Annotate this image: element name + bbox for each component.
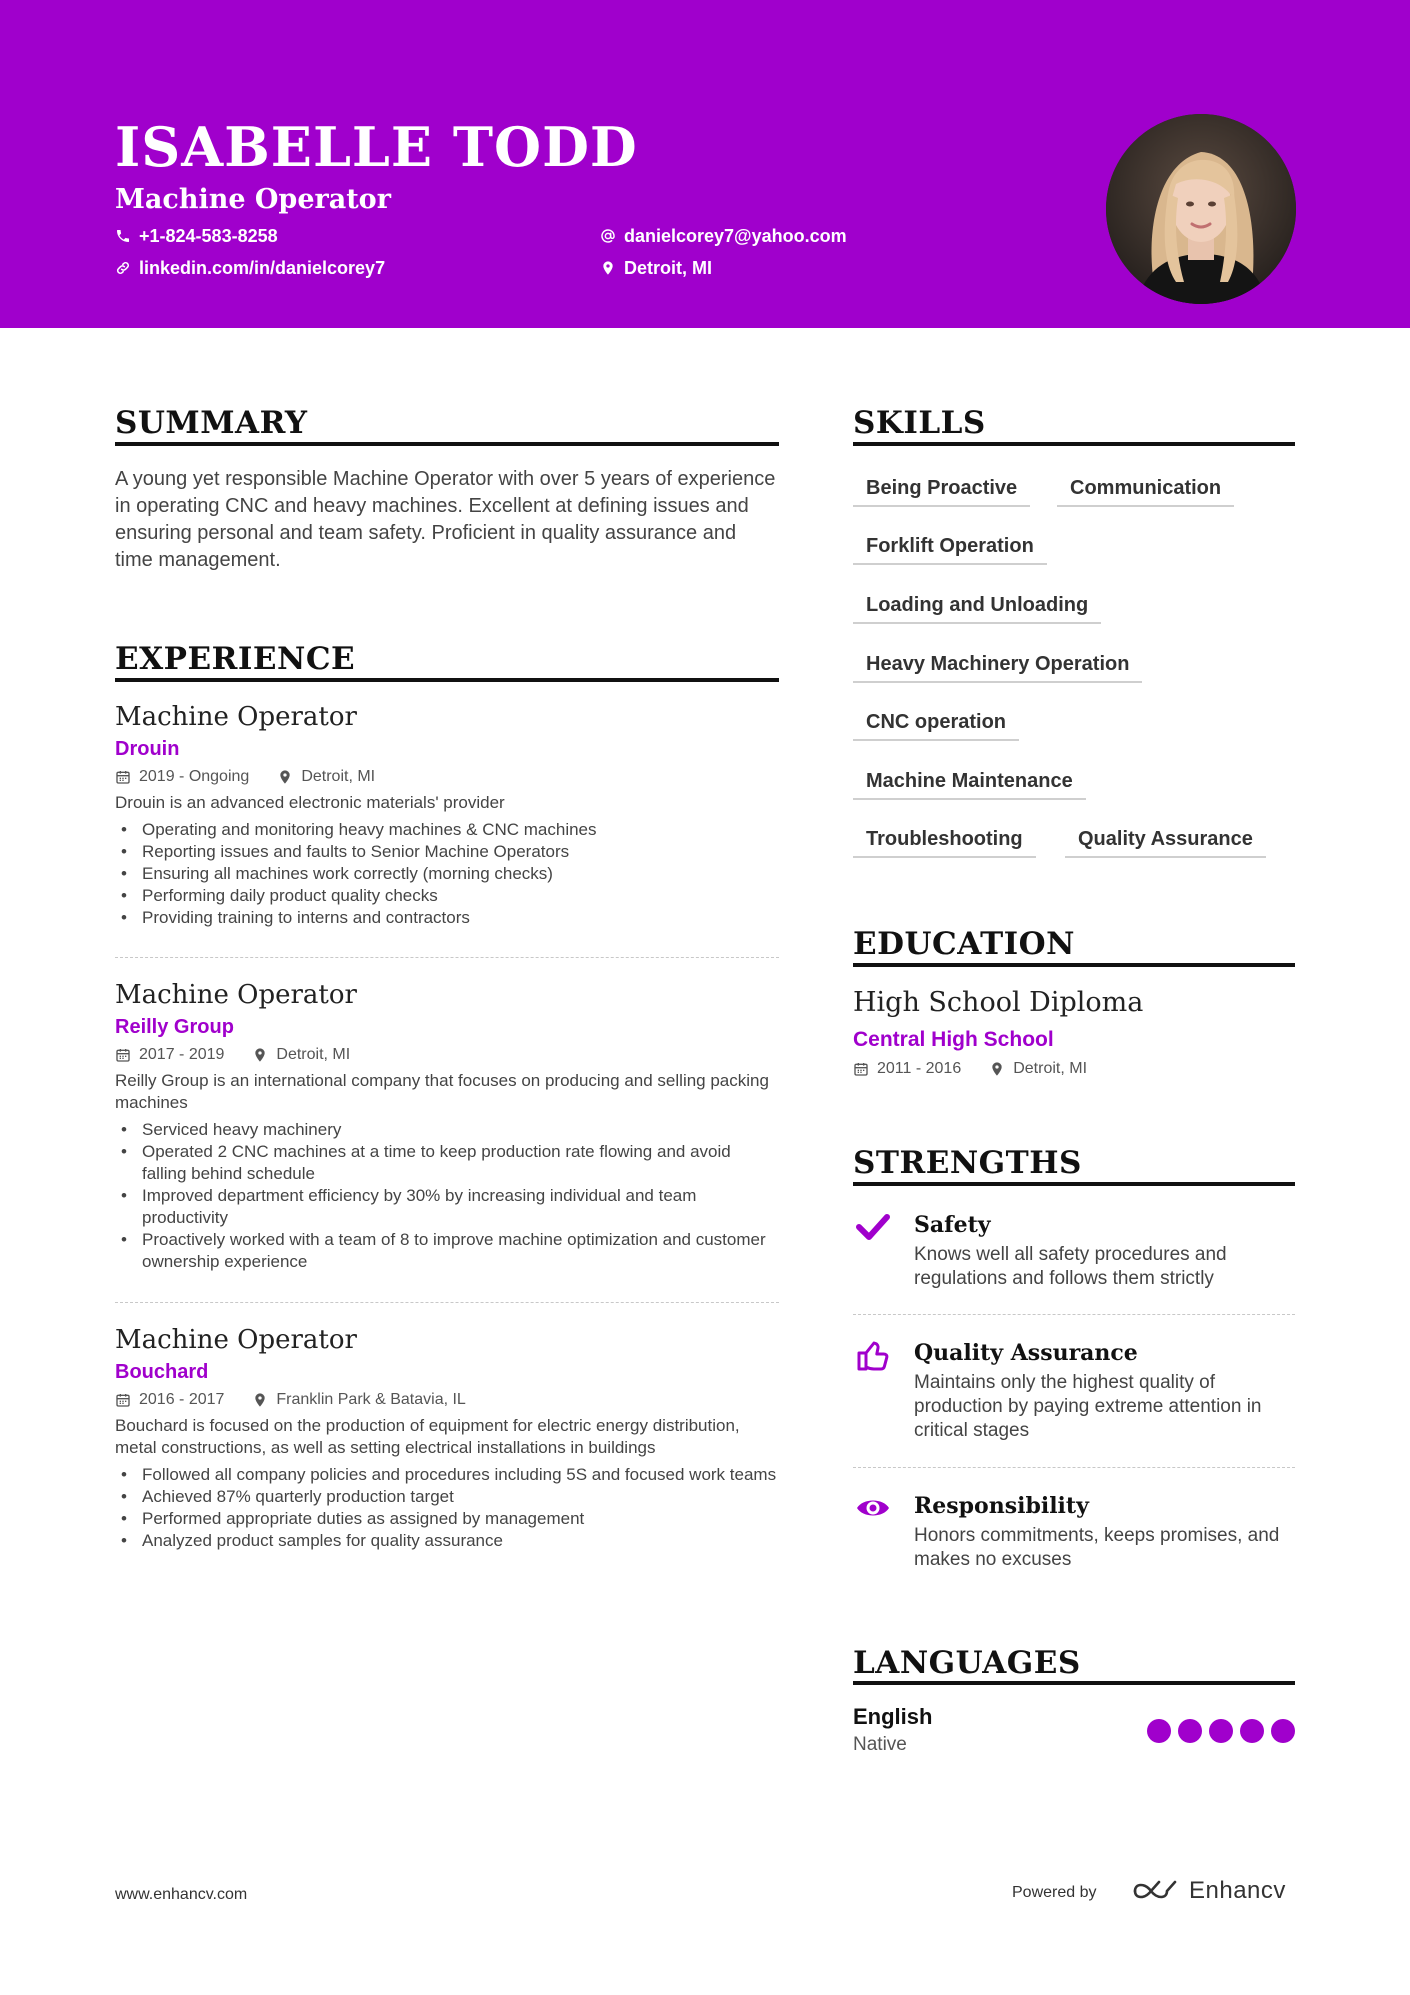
- education-degree: High School Diploma: [853, 987, 1144, 1018]
- languages-heading: LANGUAGES: [853, 1645, 1081, 1681]
- location-pin-icon: [252, 1047, 268, 1063]
- strength-description: Honors commitments, keeps promises, and makes no excuses: [914, 1525, 1280, 1570]
- rating-dot: [1209, 1719, 1233, 1743]
- job-divider: [115, 957, 779, 958]
- strength-title: Quality Assurance: [914, 1340, 1138, 1366]
- check-icon: [855, 1209, 891, 1245]
- job-bullets: [115, 819, 779, 929]
- strength-title: Responsibility: [914, 1493, 1089, 1519]
- rating-dot: [1240, 1719, 1264, 1743]
- linkedin-text[interactable]: linkedin.com/in/danielcorey7: [139, 258, 386, 278]
- enhancv-logo-icon: [1131, 1878, 1179, 1904]
- strength-description: Maintains only the highest quality of production by paying extreme attention in critical stages: [914, 1372, 1262, 1441]
- job-bullets: [115, 1119, 779, 1273]
- list-item: • Performing daily product quality checks: [115, 885, 779, 907]
- skill-tag: Machine Maintenance: [853, 764, 1086, 800]
- job-meta: [115, 1387, 779, 1413]
- candidate-title: Machine Operator: [115, 184, 391, 215]
- contact-email[interactable]: [600, 224, 847, 248]
- footer-brand: Enhancv: [1189, 1877, 1286, 1904]
- list-item: • Operated 2 CNC machines at a time to keep production rate flowing and avoid falling behind schedule: [115, 1141, 779, 1185]
- profile-photo: [1106, 114, 1296, 304]
- contact-linkedin[interactable]: [115, 256, 385, 280]
- job-entry: [115, 700, 779, 929]
- list-item: • Achieved 87% quarterly production target: [115, 1486, 779, 1508]
- job-company: Reilly Group: [115, 1016, 234, 1038]
- strength-title: Safety: [914, 1212, 991, 1238]
- summary-text: A young yet responsible Machine Operator with over 5 years of experience in operating CNC and heavy machines. Excellent at defining issues and ensuring personal and team safety. Proficient in quality assurance and time management.: [115, 468, 776, 571]
- resume-header: [0, 0, 1410, 328]
- education-location: Detroit, MI: [1013, 1060, 1088, 1077]
- calendar-icon: [115, 769, 131, 785]
- location-pin-icon: [989, 1061, 1005, 1077]
- phone-icon: [115, 228, 131, 244]
- strengths-heading: STRENGTHS: [853, 1145, 1082, 1181]
- thumbs-up-icon: [855, 1337, 891, 1373]
- skill-tag: Loading and Unloading: [853, 588, 1101, 624]
- education-dates: 2011 - 2016: [877, 1060, 962, 1077]
- skills-rule: [853, 442, 1295, 446]
- languages-rule: [853, 1681, 1295, 1685]
- rating-dot: [1147, 1719, 1171, 1743]
- candidate-name: ISABELLE TODD: [115, 115, 638, 179]
- experience-rule: [115, 678, 779, 682]
- skills-heading: SKILLS: [853, 405, 986, 441]
- list-item: • Operating and monitoring heavy machines & CNC machines: [115, 819, 779, 841]
- location-pin-icon: [252, 1392, 268, 1408]
- summary-heading: SUMMARY: [115, 405, 308, 441]
- skill-tag: Quality Assurance: [1065, 822, 1266, 858]
- list-item: • Proactively worked with a team of 8 to improve machine optimization and customer ownership experience: [115, 1229, 779, 1273]
- footer-logo[interactable]: [1131, 1876, 1286, 1906]
- job-description: Drouin is an advanced electronic materials' provider: [115, 793, 505, 812]
- email-text[interactable]: danielcorey7@yahoo.com: [624, 226, 847, 246]
- location-pin-icon: [600, 260, 616, 276]
- language-level: Native: [853, 1734, 907, 1755]
- language-rating: [1147, 1719, 1295, 1743]
- location-pin-icon: [277, 769, 293, 785]
- job-role: Machine Operator: [115, 980, 357, 1010]
- education-school: Central High School: [853, 1028, 1054, 1051]
- job-role: Machine Operator: [115, 702, 357, 732]
- rating-dot: [1271, 1719, 1295, 1743]
- job-entry: [115, 1323, 779, 1552]
- skill-tag: Heavy Machinery Operation: [853, 647, 1142, 683]
- job-role: Machine Operator: [115, 1325, 357, 1355]
- list-item: • Followed all company policies and procedures including 5S and focused work teams: [115, 1464, 779, 1486]
- footer-website[interactable]: www.enhancv.com: [115, 1886, 248, 1903]
- list-item: • Analyzed product samples for quality assurance: [115, 1530, 779, 1552]
- list-item: • Providing training to interns and contractors: [115, 907, 779, 929]
- at-icon: [600, 228, 616, 244]
- location-text: Detroit, MI: [624, 258, 712, 278]
- skill-tag: Communication: [1057, 471, 1234, 507]
- job-dates: 2017 - 2019: [139, 1046, 225, 1063]
- education-meta: [853, 1056, 1087, 1082]
- job-divider: [115, 1302, 779, 1303]
- education-rule: [853, 963, 1295, 967]
- experience-heading: EXPERIENCE: [115, 641, 356, 677]
- job-company: Drouin: [115, 738, 180, 760]
- job-company: Bouchard: [115, 1361, 209, 1383]
- contact-location: [600, 256, 712, 280]
- job-dates: 2019 - Ongoing: [139, 768, 250, 785]
- job-location: Detroit, MI: [276, 1046, 351, 1063]
- list-item: • Improved department efficiency by 30% by increasing individual and team productivity: [115, 1185, 779, 1229]
- contact-phone: [115, 224, 278, 248]
- calendar-icon: [853, 1061, 869, 1077]
- list-item: • Ensuring all machines work correctly (morning checks): [115, 863, 779, 885]
- job-description: Bouchard is focused on the production of equipment for electric energy distribution, metal constructions, as well as setting electrical installations in buildings: [115, 1416, 740, 1457]
- eye-icon: [855, 1490, 891, 1526]
- job-bullets: [115, 1464, 779, 1552]
- strength-divider: [853, 1467, 1295, 1468]
- language-name: English: [853, 1704, 933, 1729]
- list-item: • Performed appropriate duties as assigned by management: [115, 1508, 779, 1530]
- skill-tag: Forklift Operation: [853, 529, 1047, 565]
- job-entry: [115, 978, 779, 1273]
- job-meta: [115, 764, 779, 790]
- skill-tag: CNC operation: [853, 705, 1019, 741]
- summary-rule: [115, 442, 779, 446]
- list-item: • Reporting issues and faults to Senior Machine Operators: [115, 841, 779, 863]
- footer-powered-by: Powered by: [1012, 1884, 1097, 1901]
- job-description: Reilly Group is an international company that focuses on producing and selling packing machines: [115, 1071, 769, 1112]
- job-meta: [115, 1042, 779, 1068]
- calendar-icon: [115, 1392, 131, 1408]
- strength-divider: [853, 1314, 1295, 1315]
- job-location: Detroit, MI: [301, 768, 376, 785]
- link-icon: [115, 260, 131, 276]
- list-item: • Serviced heavy machinery: [115, 1119, 779, 1141]
- education-heading: EDUCATION: [853, 926, 1075, 962]
- job-location: Franklin Park & Batavia, IL: [276, 1391, 466, 1408]
- rating-dot: [1178, 1719, 1202, 1743]
- strength-description: Knows well all safety procedures and regulations and follows them strictly: [914, 1244, 1227, 1289]
- skill-tag: Troubleshooting: [853, 822, 1036, 858]
- phone-text: +1-824-583-8258: [139, 226, 278, 246]
- job-dates: 2016 - 2017: [139, 1391, 225, 1408]
- skill-tag: Being Proactive: [853, 471, 1030, 507]
- calendar-icon: [115, 1047, 131, 1063]
- strengths-rule: [853, 1182, 1295, 1186]
